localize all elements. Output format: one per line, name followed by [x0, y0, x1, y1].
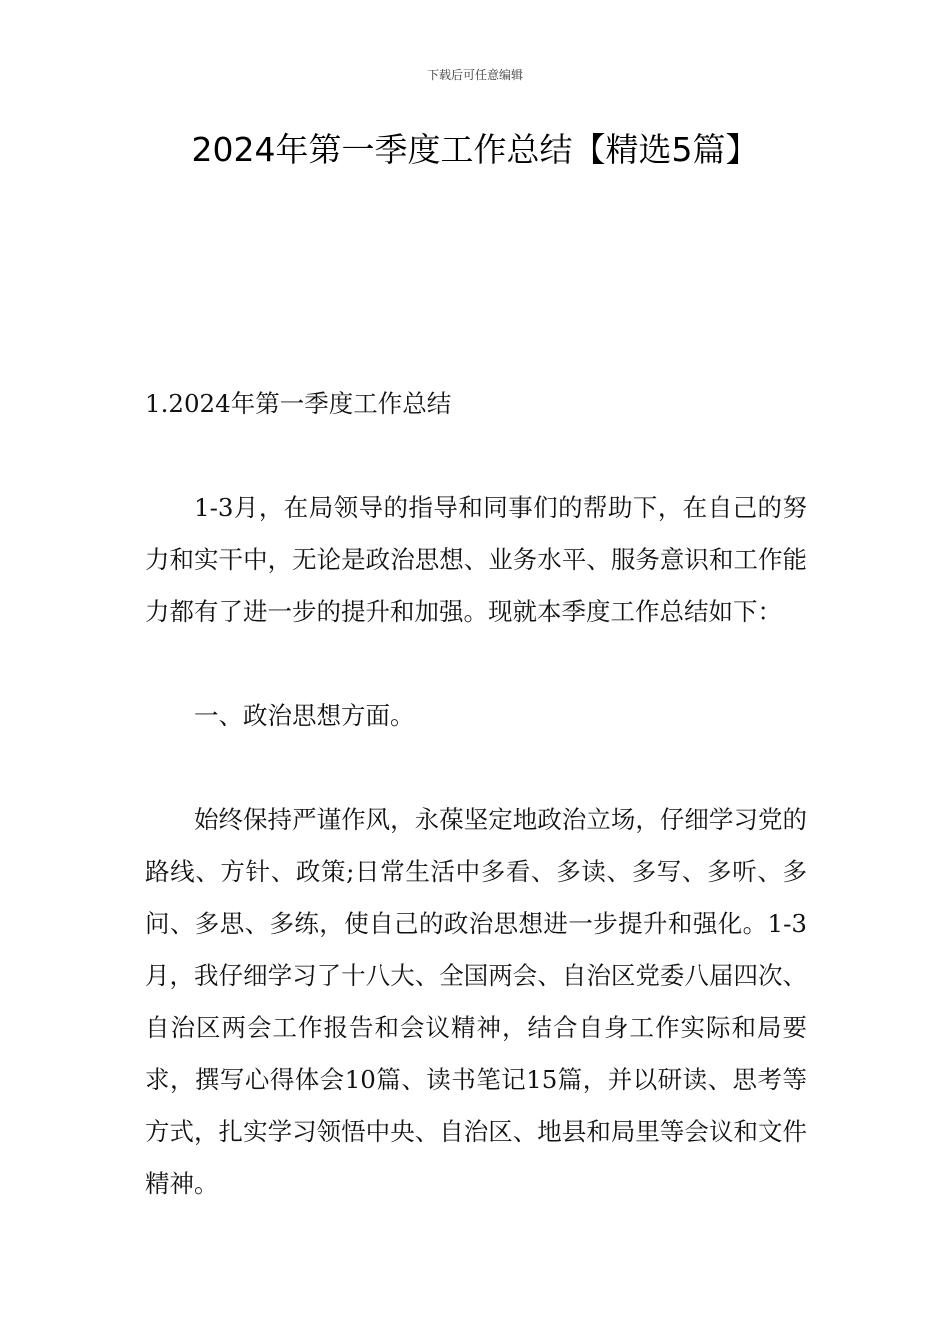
page-header-note: 下载后可任意编辑: [426, 68, 523, 82]
document-title: 2024年第一季度工作总结【精选5篇】: [191, 130, 759, 169]
paragraph-intro: 1-3月，在局领导的指导和同事们的帮助下，在自己的努力和实干中，无论是政治思想、业务水平、服务意识和工作能力都有了进一步的提升和加强。现就本季度工作总结如下：: [145, 493, 807, 626]
paragraph-political-thought: 始终保持严谨作风，永葆坚定地政治立场，仔细学习党的路线、方针、政策;日常生活中多看、多读、多写、多听、多问、多思、多练，使自己的政治思想进一步提升和强化。1-3月，我仔细学习了十八大、全国两会、自治区党委八届四次、自治区两会工作报告和会议精神，结合自身工作实际和局要求，撰写心得体会10篇、读书笔记15篇，并以研读、思考等方式，扎实学习领悟中央、自治区、地县和局里等会议和文件精神。: [145, 805, 807, 1198]
paragraph-subheading-political: 一、政治思想方面。: [194, 701, 415, 730]
section-heading: 1.2024年第一季度工作总结: [145, 389, 452, 418]
document-body: [145, 378, 807, 1262]
